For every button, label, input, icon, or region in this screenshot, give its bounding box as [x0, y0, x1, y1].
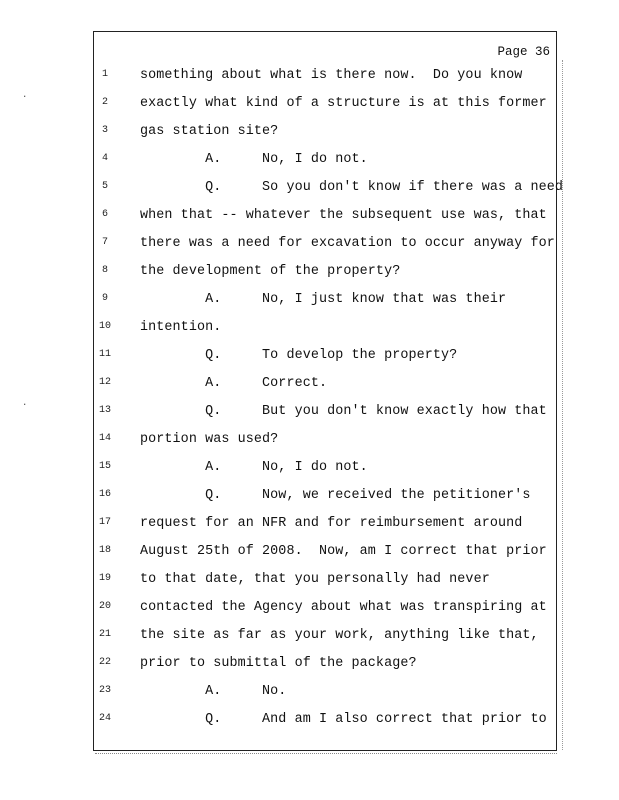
transcript-line — [94, 544, 556, 572]
transcript-line — [94, 572, 556, 600]
line-number: 19 — [98, 573, 111, 584]
transcript-line — [94, 124, 556, 152]
line-text: A. Correct. — [140, 376, 328, 391]
transcript-page — [93, 31, 564, 751]
transcript-line — [94, 348, 556, 376]
line-number: 23 — [98, 685, 111, 696]
line-text: Q. So you don't know if there was a need — [140, 180, 564, 195]
transcript-line — [94, 628, 556, 656]
transcript-line — [94, 432, 556, 460]
transcript-line — [94, 516, 556, 544]
line-text: to that date, that you personally had never — [140, 572, 490, 587]
line-text: A. No, I just know that was their — [140, 292, 507, 307]
line-number: 10 — [98, 321, 111, 332]
line-text: portion was used? — [140, 432, 279, 447]
line-text: when that -- whatever the subsequent use was, that — [140, 208, 547, 223]
line-text: the site as far as your work, anything like that, — [140, 628, 539, 643]
transcript-line — [94, 68, 556, 96]
line-text: Q. And am I also correct that prior to — [140, 712, 547, 727]
transcript-line — [94, 96, 556, 124]
line-text: contacted the Agency about what was transpiring at — [140, 600, 547, 615]
transcript-line — [94, 404, 556, 432]
scan-edge-artifact — [562, 60, 565, 750]
line-number: 8 — [101, 265, 108, 276]
scan-speck: · — [22, 92, 28, 102]
line-number: 2 — [101, 97, 108, 108]
line-text: Q. But you don't know exactly how that — [140, 404, 547, 419]
scan-speck: · — [22, 400, 28, 410]
line-text: something about what is there now. Do you know — [140, 68, 523, 83]
line-number: 5 — [101, 181, 108, 192]
line-text: the development of the property? — [140, 264, 401, 279]
line-number: 4 — [101, 153, 108, 164]
transcript-line — [94, 152, 556, 180]
line-number: 7 — [101, 237, 108, 248]
line-text: A. No. — [140, 684, 287, 699]
scan-bottom-artifact — [95, 753, 557, 757]
transcript-line — [94, 656, 556, 684]
line-text: prior to submittal of the package? — [140, 656, 417, 671]
transcript-line — [94, 208, 556, 236]
transcript-line — [94, 684, 556, 712]
transcript-line — [94, 460, 556, 488]
transcript-line — [94, 264, 556, 292]
transcript-line — [94, 292, 556, 320]
line-text: A. No, I do not. — [140, 152, 368, 167]
line-number: 17 — [98, 517, 111, 528]
transcript-line — [94, 712, 556, 740]
line-number: 3 — [101, 125, 108, 136]
line-text: A. No, I do not. — [140, 460, 368, 475]
line-number: 22 — [98, 657, 111, 668]
line-number: 12 — [98, 377, 111, 388]
line-number: 9 — [101, 293, 108, 304]
line-text: request for an NFR and for reimbursement around — [140, 516, 523, 531]
line-number: 1 — [101, 69, 108, 80]
line-text: August 25th of 2008. Now, am I correct that prior — [140, 544, 547, 559]
transcript-line — [94, 488, 556, 516]
line-number: 24 — [98, 713, 111, 724]
line-number: 18 — [98, 545, 111, 556]
transcript-line — [94, 236, 556, 264]
transcript-line — [94, 320, 556, 348]
line-number: 15 — [98, 461, 111, 472]
line-number: 20 — [98, 601, 111, 612]
transcript-line — [94, 600, 556, 628]
line-text: gas station site? — [140, 124, 279, 139]
line-number: 14 — [98, 433, 111, 444]
transcript-line — [94, 376, 556, 404]
line-text: Q. To develop the property? — [140, 348, 458, 363]
line-text: intention. — [140, 320, 222, 335]
line-text: there was a need for excavation to occur anyway for — [140, 236, 555, 251]
line-number: 21 — [98, 629, 111, 640]
transcript-line — [94, 180, 564, 208]
line-text: exactly what kind of a structure is at this former — [140, 96, 547, 111]
line-number: 16 — [98, 489, 111, 500]
line-number: 6 — [101, 209, 108, 220]
line-number: 13 — [98, 405, 111, 416]
line-text: Q. Now, we received the petitioner's — [140, 488, 531, 503]
page-number-header: Page 36 — [497, 45, 550, 59]
line-number: 11 — [98, 349, 111, 360]
